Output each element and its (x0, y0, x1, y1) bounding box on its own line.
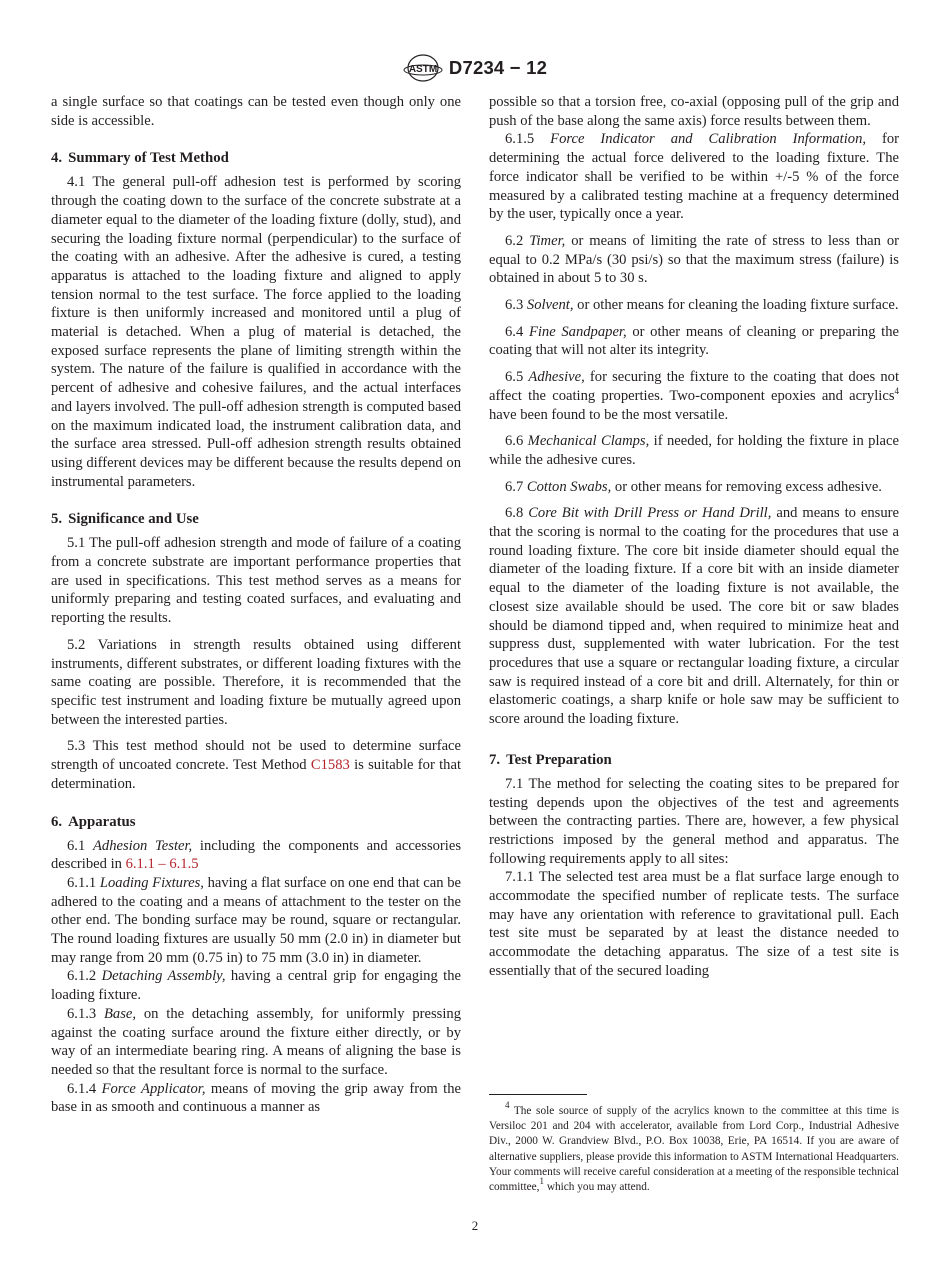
section-heading-5: 5. Significance and Use (51, 511, 199, 528)
paragraph-6-1-1: 6.1.1 Loading Fixtures, having a flat surface on one end that can be adhered to the coating and a means of attachment to the tester on the other end. The bonding surface may be round, square or rectangular. The round loading fixtures are usually 50 mm (2.0 in) in diameter but may range from 20 mm (0.75 in) to 75 mm (3.0 in) in diameter. (51, 874, 461, 966)
paragraph-6-8: 6.8 Core Bit with Drill Press or Hand Drill, and means to ensure that the scoring is normal to the coating for the procedures that use a round loading fixture. The core bit inside diameter should equal the diameter of the loading fixture. If a core bit with an inside diameter equal to the diameter of the loading fixture is not available, the closest size available should be used. The core bit or saw blades should be diamond tipped and, when required to minimize heat and suppress dust, supplemented with water lubrication. For the test procedures that use a square or rectangular loading fixture, a circular saw is required instead of a core bit and drill. Alternately, for thin or elastomeric coatings, a sharp knife or hole saw may be sufficient to score around the loading fixture. (489, 505, 899, 728)
page-header (0, 53, 950, 83)
paragraph-6-1-5: 6.1.5 Force Indicator and Calibration Information, for determining the actual force delivered to the loading fixture. The force indicator shall be verified to be within +/-5 % of the force measured by a calibrated testing machine at a frequency determined by the user, typically once a year. (489, 131, 899, 223)
link-c1583[interactable]: C1583 (310, 757, 350, 774)
left-column (51, 93, 461, 1117)
link-6-1-1-to-6-1-5[interactable]: 6.1.1 – 6.1.5 (125, 856, 199, 873)
section-heading-6: 6. Apparatus (51, 813, 136, 830)
paragraph-6-1-4-continuation: possible so that a torsion free, co-axial (opposing pull of the grip and push of the base along the same axis) force results between them. (489, 94, 899, 129)
svg-text:ASTM: ASTM (408, 64, 438, 75)
paragraph-7-1: 7.1 The method for selecting the coating sites to be prepared for testing depends upon the objectives of the test and agreements between the contracting parties. There are, however, a few physical restrictions imposed by the general method and apparatus. The following requirements apply to all sites: (489, 775, 899, 867)
paragraph-6-3: 6.3 Solvent, or other means for cleaning the loading fixture surface. (505, 297, 899, 314)
intro-continuation: a single surface so that coatings can be tested even though only one side is accessible. (51, 94, 461, 129)
right-column (489, 93, 899, 981)
paragraph-7-1-1: 7.1.1 The selected test area must be a flat surface large enough to accommodate the specified number of replicate tests. The surface may have any orientation with reference to gravitational pull. Each test site must be separated by at least the distance needed to accommodate the detaching apparatus. The size of a test site is essentially that of the secured loading (489, 869, 899, 979)
paragraph-6-1-2: 6.1.2 Detaching Assembly, having a central grip for engaging the loading fixture. (51, 968, 461, 1004)
paragraph-6-1-4: 6.1.4 Force Applicator, means of moving the grip away from the base in as smooth and continuous a manner as (51, 1080, 461, 1116)
document-id: D7234 − 12 (448, 57, 548, 78)
paragraph-6-1: 6.1 Adhesion Tester, including the components and accessories described in 6.1.1 – 6.1.5 (51, 837, 462, 873)
paragraph-5-3: 5.3 This test method should not be used to determine surface strength of uncoated concrete. Test Method C1583 is suitable for that determination. (51, 738, 461, 792)
footnote-4: $^4$ The sole source of supply of the acrylics known to the committee at this time is Versiloc 201 and 204 with accelerator, available from Lord Corp., Industrial Adhesive Div., 2000 W. Grandview Blvd., P.O. Box 10038, Erie, PA 16514. If you are aware of alternative suppliers, please provide this information to ASTM International Headquarters. Your comments will receive careful consideration at a meeting of the responsible technical committee,$^1$ which you may attend. (489, 1100, 899, 1194)
paragraph-6-5: 6.5 Adhesive, for securing the fixture to the coating that does not affect the coating properties. Two-component epoxies and acrylics$^4$ have been found to be the most versatile. (489, 369, 899, 423)
paragraph-6-7: 6.7 Cotton Swabs, or other means for removing excess adhesive. (505, 478, 882, 495)
paragraph-5-1: 5.1 The pull-off adhesion strength and mode of failure of a coating from a concrete substrate are important performance properties that are used in specifications. This test method serves as a means for uniformly preparing and testing coated surfaces, and evaluating and reporting the results. (51, 535, 461, 627)
paragraph-4-1: 4.1 The general pull-off adhesion test is performed by scoring through the coating down to the surface of the concrete substrate at a diameter equal to the diameter of the loading fixture (dolly, stud), and securing the loading fixture normal (perpendicular) to the surface of the coating with an adhesive. After the adhesive is cured, a testing apparatus is attached to the loading fixture and aligned to apply tension normal to the test surface. The force applied to the loading fixture is then uniformly increased and monitored until a plug of material is detached. When a plug of material is detached, the exposed surface represents the plane of limiting strength within the system. The nature of the failure is qualified in accordance with the percent of adhesive and cohesive failures, and the actual interfaces and layers involved. The pull-off adhesion strength is computed based on the maximum indicated load, the instrument calibration data, and the surface area stressed. Pull-off adhesion strength results obtained using different devices may be different because the results depend on instrumental parameters. (51, 174, 461, 490)
footnote-ref-4[interactable]: 4 (894, 385, 899, 396)
paragraph-5-2: 5.2 Variations in strength results obtained using different instruments, different substrates, or different loading fixtures with the same coating are possible. Therefore, it is recommended that the specific test instrument and loading fixture be mutually agreed upon between the interested parties. (51, 636, 461, 728)
paragraph-6-6: 6.6 Mechanical Clamps, if needed, for holding the fixture in place while the adhesive cures. (489, 433, 899, 468)
paragraph-6-4: 6.4 Fine Sandpaper, or other means of cleaning or preparing the coating that will not alter its integrity. (489, 323, 899, 359)
astm-logo-icon (403, 53, 443, 83)
footnote-divider (489, 1094, 587, 1095)
section-heading-4: 4. Summary of Test Method (51, 150, 229, 167)
section-heading-7: 7. Test Preparation (489, 751, 612, 768)
paragraph-6-1-3: 6.1.3 Base, on the detaching assembly, for uniformly pressing against the coating surface around the fixture either directly, or by way of an intermediate bearing ring. A means of aligning the base is needed so that the resultant force is normal to the surface. (51, 1005, 461, 1078)
page-number: 2 (471, 1218, 479, 1233)
footnote-ref-1[interactable]: 1 (539, 1176, 545, 1187)
footnote-marker: 4 (505, 1100, 510, 1110)
paragraph-6-2: 6.2 Timer, or means of limiting the rate of stress to less than or equal to 0.2 MPa/s (30 psi/s) so that the maximum stress (failure) is obtained in about 5 to 30 s. (489, 232, 900, 287)
